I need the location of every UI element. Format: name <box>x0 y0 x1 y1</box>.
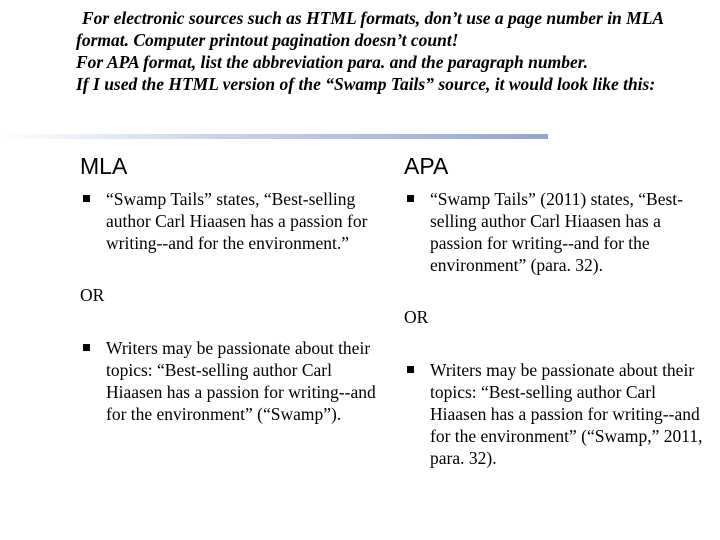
mla-example-1 <box>80 188 380 254</box>
mla-example-2 <box>80 337 380 425</box>
mla-or-label: OR <box>80 285 105 305</box>
apa-example-1-text: “Swamp Tails” (2011) states, “Best-selling author Carl Hiaasen has a passion for writing--and for the environment” (para. 32). <box>430 189 683 275</box>
apa-example-2 <box>404 359 709 469</box>
mla-example-2-text: Writers may be passionate about their topics: “Best-selling author Carl Hiaasen has a passion for writing--and for the environment” (“Swamp”). <box>106 338 376 424</box>
intro-line-example: If I used the HTML version of the “Swamp Tails” source, it would look like this: <box>76 74 656 94</box>
intro-text <box>76 7 710 95</box>
apa-heading: APA <box>404 153 449 179</box>
square-bullet-icon <box>83 344 90 351</box>
intro-line-mla-rule: For electronic sources such as HTML formats, don’t use a page number in MLA format. Computer printout pagination doesn’t count! <box>76 8 664 50</box>
mla-heading: MLA <box>80 153 128 179</box>
divider-rule <box>0 134 548 139</box>
mla-example-1-text: “Swamp Tails” states, “Best-selling author Carl Hiaasen has a passion for writing--and for the environment.” <box>106 189 368 253</box>
mla-column <box>80 150 380 425</box>
apa-or-label: OR <box>404 307 429 327</box>
apa-example-2-text: Writers may be passionate about their topics: “Best-selling author Carl Hiaasen has a passion for writing--and for the environment” (“Swamp,” 2011, para. 32). <box>430 360 703 468</box>
square-bullet-icon <box>407 195 414 202</box>
apa-example-1 <box>404 188 709 276</box>
square-bullet-icon <box>83 195 90 202</box>
apa-column <box>404 150 709 469</box>
intro-line-apa-rule: For APA format, list the abbreviation para. and the paragraph number. <box>76 52 588 72</box>
square-bullet-icon <box>407 366 414 373</box>
